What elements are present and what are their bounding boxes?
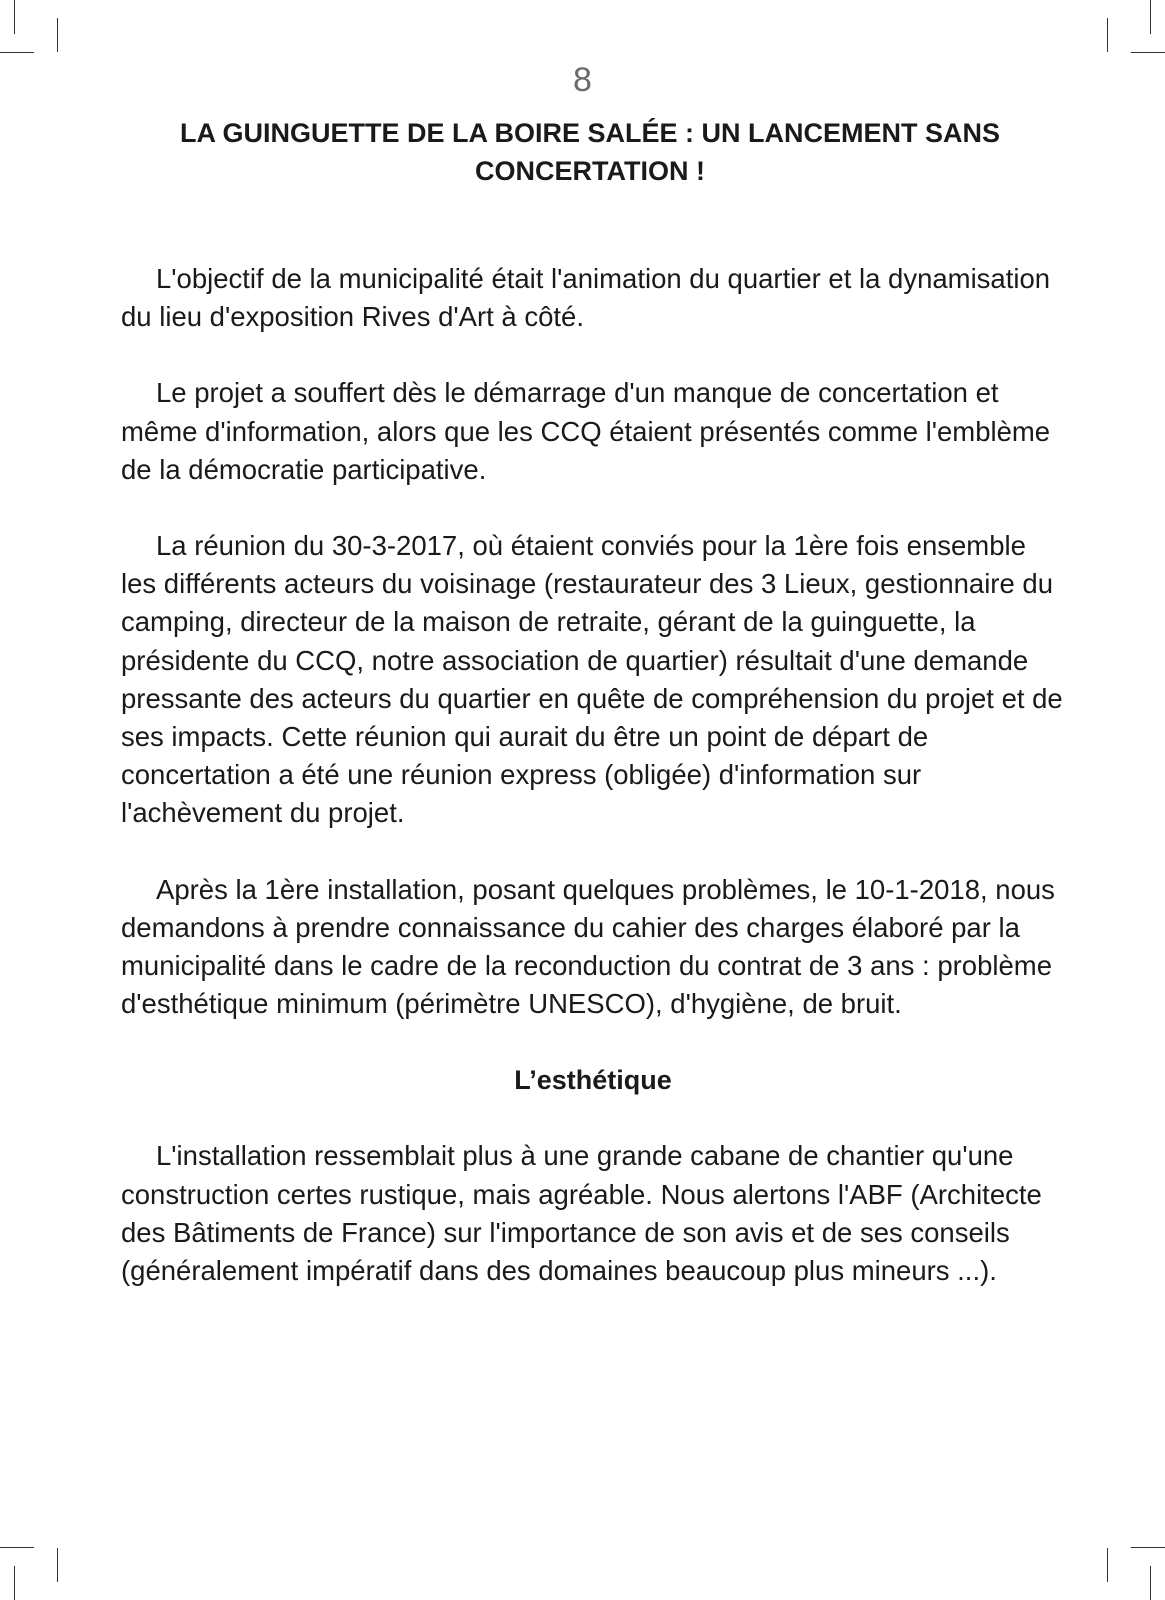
crop-mark-bottom-right-h [1131,1547,1165,1548]
crop-mark-bottom-right-v [1150,1566,1151,1600]
crop-mark-top-left-v [14,0,15,34]
crop-mark-top-left-v2 [57,18,58,52]
crop-mark-bottom-left-v2 [57,1548,58,1582]
crop-mark-top-right-v [1150,0,1151,34]
page-number: 8 [573,61,592,99]
crop-mark-top-right-v2 [1107,18,1108,52]
crop-mark-top-left-h [0,52,34,53]
crop-mark-bottom-left-v [14,1566,15,1600]
crop-mark-top-right-h [1131,52,1165,53]
article-body [121,260,1065,1328]
paragraph-meeting: La réunion du 30-3-2017, où étaient conviés pour la 1ère fois ensemble les différents acteurs du voisinage (restaurateur des 3 Lieux, gestionnaire du camping, directeur de la maison de retraite, gérant de la guinguette, la présidente du CCQ, notre association de quartier) résultait d'une demande pressante des acteurs du quartier en quête de compréhension du projet et de ses impacts. Cette réunion qui aurait du être un point de départ de concertation a été une réunion express (obligée) d'information sur l'achèvement du projet. [121,530,1063,829]
section-heading: L’esthétique [514,1065,672,1096]
paragraph-installation: Après la 1ère installation, posant quelques problèmes, le 10-1-2018, nous demandons à prendre connaissance du cahier des charges élaboré par la municipalité dans le cadre de la reconduction du contrat de 3 ans : problème d'esthétique minimum (périmètre UNESCO), d'hygiène, de bruit. [121,873,1055,1020]
crop-mark-bottom-left-h [0,1547,34,1548]
page-title: LA GUINGUETTE DE LA BOIRE SALÉE : UN LANCEMENT SANS CONCERTATION ! [179,118,1001,186]
paragraph-objective: L'objectif de la municipalité était l'animation du quartier et la dynamisation du lieu d'exposition Rives d'Art à côté. [121,263,1051,333]
crop-mark-bottom-right-v2 [1107,1548,1108,1582]
paragraph-aesthetics: L'installation ressemblait plus à une grande cabane de chantier qu'une construction certes rustique, mais agréable. Nous alertons l'ABF (Architecte des Bâtiments de France) sur l'importance de son avis et de ses conseils (généralement impératif dans des domaines beaucoup plus mineurs ...). [121,1140,1042,1287]
paragraph-project: Le projet a souffert dès le démarrage d'un manque de concertation et même d'information, alors que les CCQ étaient présentés comme l'emblème de la démocratie participative. [121,377,1051,485]
